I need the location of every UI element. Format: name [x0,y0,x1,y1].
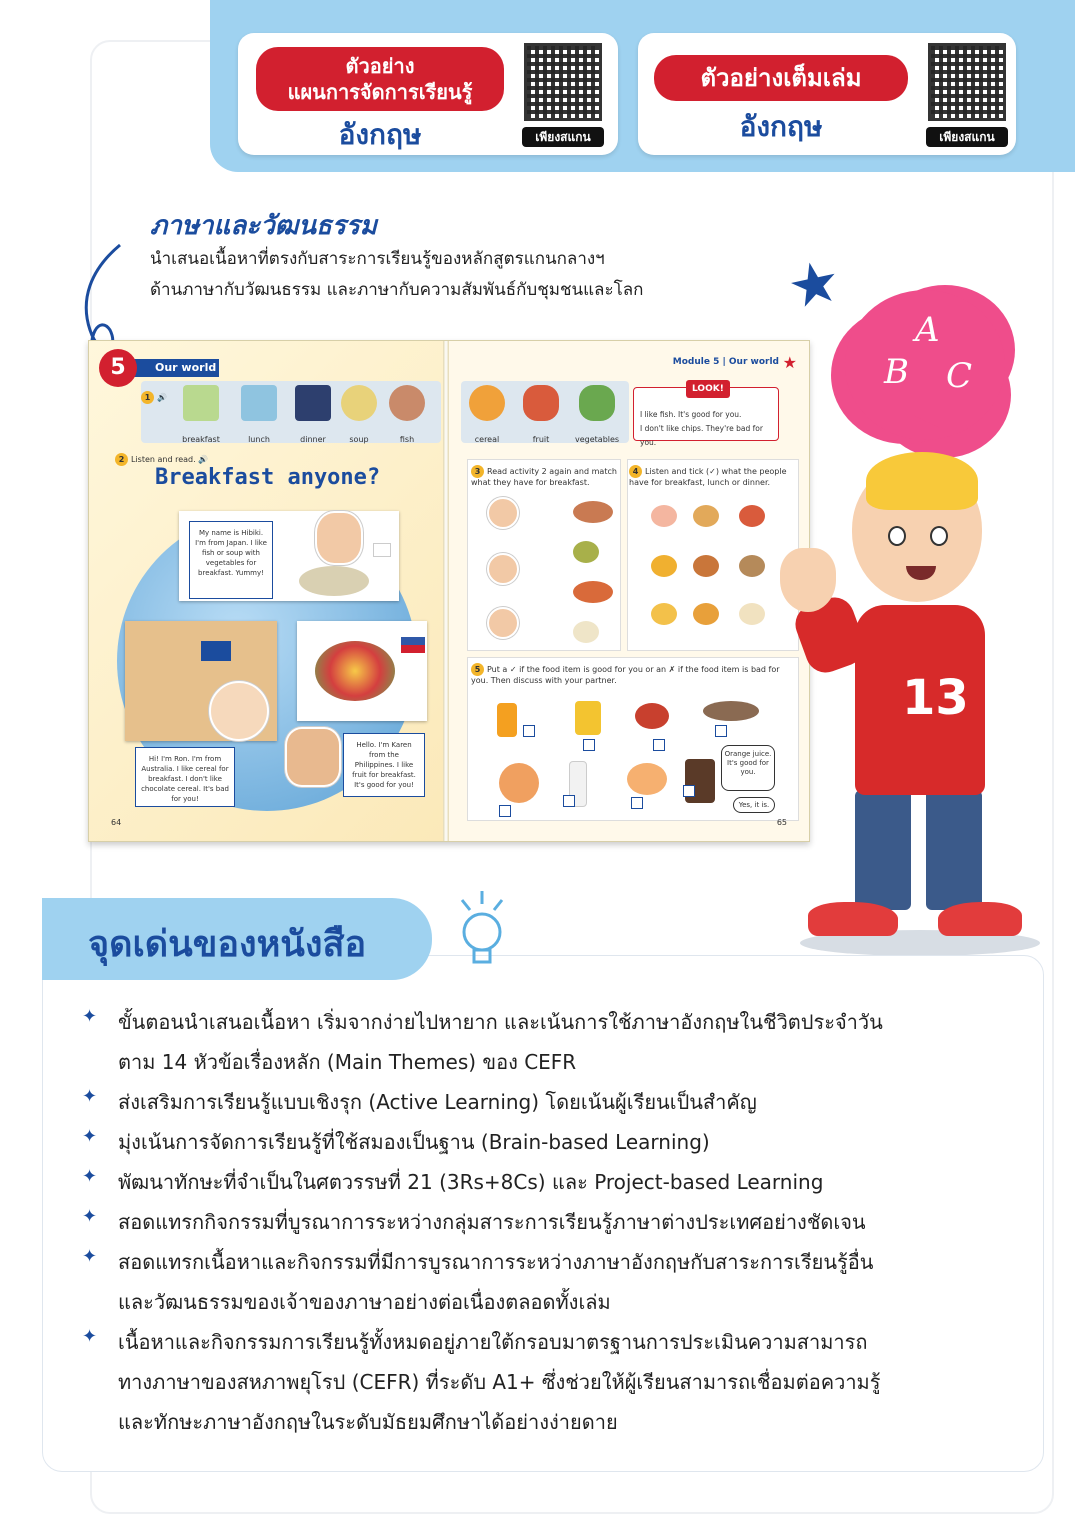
section-line-2: ด้านภาษากับวัฒนธรรม และภาษากับความสัมพันธ์กับชุมชนและโลก [150,280,644,300]
section-line-1: นำเสนอเนื้อหาที่ตรงกับสาระการเรียนรู้ของหลักสูตรแกนกลางฯ [150,249,605,269]
bullet-star-icon: ✦ [82,1126,98,1147]
pastry-icon [499,763,539,803]
vocab-label: lunch [248,435,270,444]
full-book-card[interactable] [638,33,1016,155]
highlights-title: จุดเด่นของหนังสือ [88,924,367,965]
vocab-item [575,385,619,444]
vocab-strip [141,381,441,443]
checkbox[interactable] [499,805,511,817]
philippines-flag-icon [401,637,425,653]
vocab-label: fruit [532,435,550,444]
vocab-item [385,385,429,444]
ron-face [209,681,269,741]
cloud-letter: C [946,356,973,396]
highlight-continuation: ทางภาษาของสหภาพยุโรป (CEFR) ที่ระดับ A1+ ซึ่งช่วยให้ผู้เรียนสามารถเชื่อมต่อความรู้ [118,1370,881,1394]
sky-image-icon [241,385,277,421]
karen-face [285,727,341,787]
food-option-icon [651,555,677,577]
vocab-item [337,385,381,444]
book-spread-image [88,340,810,842]
fish-plate-icon [703,701,759,721]
food-option-icon [739,555,765,577]
food-option-icon [693,555,719,577]
qr-code-icon[interactable] [524,43,602,121]
page-number-right: 65 [776,818,787,827]
checkbox[interactable] [563,795,575,807]
lesson-plan-subject: อังกฤษ [338,118,422,151]
highlight-text: สอดแทรกกิจกรรมที่บูรณาการระหว่างกลุ่มสาระการเรียนรู้ภาษาต่างประเทศอย่างชัดเจน [118,1210,866,1234]
checkbox[interactable] [631,797,643,809]
vocab-label: breakfast [182,435,220,444]
cloud-letter: B [884,352,909,392]
vocab-item [465,385,509,444]
character-leg [855,790,911,910]
highlight-text: ขั้นตอนนำเสนอเนื้อหา เริ่มจากง่ายไปหายาก และเน้นการใช้ภาษาอังกฤษในชีวิตประจำวัน [118,1010,883,1034]
speech-bubble: Yes, it is. [733,797,775,813]
food-option-icon [739,505,765,527]
cloud-letter: A [915,310,940,350]
orange-juice-icon [497,703,517,737]
highlight-text: มุ่งเน้นการจัดการเรียนรู้ที่ใช้สมองเป็นฐาน (Brain-based Learning) [118,1130,710,1154]
character-shoe [808,902,898,936]
vocab-item [291,385,335,444]
ron-text: Hi! I'm Ron. I'm from Australia. I like cereal for breakfast. I don't like chocolate cereal. It's bad for you! [135,747,235,807]
step-2-text: Listen and read. [131,455,196,464]
highlight-text: เนื้อหาและกิจกรรมการเรียนรู้ทั้งหมดอยู่ภายใต้กรอบมาตรฐานการประเมินความสามารถ [118,1330,868,1354]
full-book-pill: ตัวอย่างเต็มเล่ม [654,55,908,101]
step-5: 5 Put a ✓ if the food item is good for you or an ✗ if the food item is bad for you. Then discuss with your partner. [471,665,780,685]
module-title: Our world [133,359,219,377]
karen-avatar [487,607,519,639]
fish-icon [389,385,425,421]
cereal-dish-icon [573,621,599,643]
fruit-bowl-icon [315,641,395,701]
vocab-label: soup [349,435,369,444]
step-3-text: Read activity 2 again and match what they have for breakfast. [471,467,617,487]
step-4: 4 Listen and tick (✓) what the people have for breakfast, lunch or dinner. [629,467,787,487]
checkbox[interactable] [523,725,535,737]
checkbox[interactable] [715,725,727,737]
blue-star-icon: ★ [781,245,847,323]
look-tag: LOOK! [686,380,730,398]
australia-flag-icon [201,641,231,661]
highlight-continuation: ตาม 14 หัวข้อเรื่องหลัก (Main Themes) ของ CEFR [118,1050,577,1074]
bullet-star-icon: ✦ [82,1006,98,1027]
look-line-1: I like fish. It's good for you. [640,410,742,419]
step-1-audio: 1 🔊 [141,391,167,404]
food-option-icon [651,505,677,527]
hibiki-avatar [487,497,519,529]
vegetables-icon [635,703,669,729]
soup-icon [341,385,377,421]
page-number-left: 64 [111,818,122,827]
night-image-icon [295,385,331,421]
book-title: Breakfast anyone? [155,465,381,490]
lesson-plan-line2: แผนการจัดการเรียนรู้ [287,80,473,104]
lesson-plan-card[interactable] [238,33,618,155]
food-option-icon [693,603,719,625]
step-2: 2 Listen and read. 🔊 [115,453,208,466]
lesson-plan-line1: ตัวอย่าง [345,54,415,78]
lesson-plan-pill [256,47,504,111]
highlight-text: ส่งเสริมการเรียนรู้แบบเชิงรุก (Active Learning) โดยเน้นผู้เรียนเป็นสำคัญ [118,1090,757,1114]
character-eye [930,526,948,546]
bullet-star-icon: ✦ [82,1086,98,1107]
highlight-continuation: และทักษะภาษาอังกฤษในระดับมัธยมศึกษาได้อย่างง่ายดาย [118,1410,618,1434]
ron-avatar [487,553,519,585]
bullet-star-icon: ✦ [82,1326,98,1347]
section-title: ภาษาและวัฒนธรรม [150,211,377,241]
cereal-bowl-icon [627,763,667,795]
food-option-icon [739,603,765,625]
vocab-label: fish [399,435,415,444]
checkbox[interactable] [583,739,595,751]
vocab-strip [461,381,629,443]
fruit-icon [523,385,559,421]
look-line-2: I don't like chips. They're bad for you. [640,424,763,447]
japan-flag-icon [373,543,391,557]
qr-scan-label: เพียงสแกน [926,127,1008,147]
qr-scan-label: เพียงสแกน [522,127,604,147]
hoodie-number: 13 [902,670,969,726]
vocab-item [179,385,223,444]
bullet-star-icon: ✦ [82,1166,98,1187]
sunrise-image-icon [183,385,219,421]
highlight-continuation: และวัฒนธรรมของเจ้าของภาษาอย่างต่อเนื่องตลอดทั้งเล่ม [118,1290,611,1314]
bullet-star-icon: ✦ [82,1206,98,1227]
checkbox[interactable] [653,739,665,751]
character-hair [866,452,978,510]
lightbulb-icon [452,886,512,976]
food-option-icon [651,603,677,625]
step-3: 3 Read activity 2 again and match what they have for breakfast. [471,467,617,487]
step-4-text: Listen and tick (✓) what the people have for breakfast, lunch or dinner. [629,467,787,487]
character-shoe [938,902,1022,936]
food-option-icon [693,505,719,527]
vocab-label: dinner [300,435,326,444]
qr-code-icon[interactable] [928,43,1006,121]
bullet-star-icon: ✦ [82,1246,98,1267]
character-eye [888,526,906,546]
vegetables-icon [579,385,615,421]
star-icon: ★ [782,353,797,372]
character-waving-hand [780,548,836,612]
step-5-text: Put a ✓ if the food item is good for you or an ✗ if the food item is bad for you. Then discuss with your partner. [471,665,780,685]
soup-bowl-icon [299,566,369,596]
highlight-text: พัฒนาทักษะที่จำเป็นในศตวรรษที่ 21 (3Rs+8Cs) และ Project-based Learning [118,1170,824,1194]
checkbox[interactable] [683,785,695,797]
vocab-item [237,385,281,444]
karen-text: Hello. I'm Karen from the Philippines. I like fruit for breakfast. It's good for you! [343,733,425,797]
fish-dish-icon [573,501,613,523]
vocab-label: vegetables [575,435,620,444]
kebab-icon [573,581,613,603]
soup-dish-icon [573,541,599,563]
hibiki-text: My name is Hibiki. I'm from Japan. I like fish or soup with vegetables for breakfast. Yummy! [189,521,273,599]
hibiki-face [315,511,363,565]
cereal-icon [469,385,505,421]
character-leg [926,790,982,910]
vocab-item [519,385,563,444]
book-gutter [443,341,449,841]
speech-bubble: Orange juice. It's good for you. [721,745,775,791]
module-header-right: Module 5 | Our world [672,357,779,367]
vocab-label: cereal [474,435,500,444]
module-number: 5 [99,349,137,387]
chips-icon [575,701,601,735]
highlight-text: สอดแทรกเนื้อหาและกิจกรรมที่มีการบูรณาการระหว่างภาษาอังกฤษกับสาระการเรียนรู้อื่น [118,1250,874,1274]
look-box [633,384,779,447]
full-book-subject: อังกฤษ [739,110,823,143]
